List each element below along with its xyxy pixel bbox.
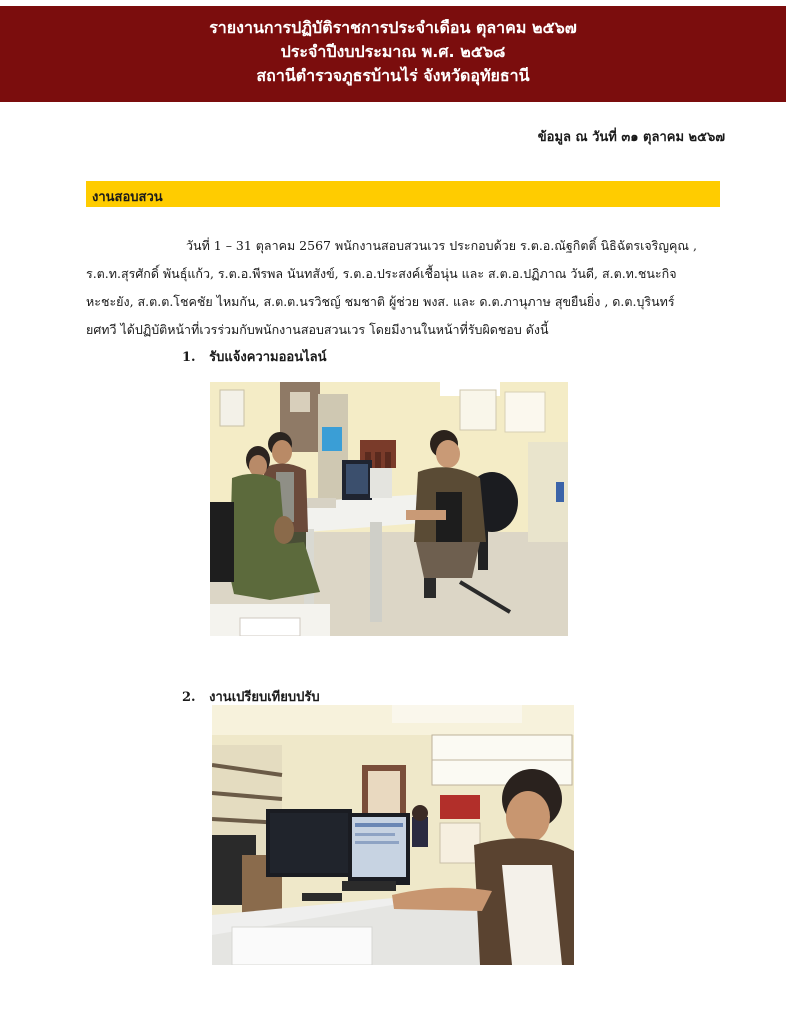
section-heading-bar <box>86 181 720 207</box>
paragraph-line: หะชะยัง, ส.ต.ต.โชคชัย ไหมกัน, ส.ต.ต.นรวิชญ์ ชมชาติ ผู้ช่วย พงส. และ ด.ต.ภานุภาษ สุขยืนยิ่ง , ด.ต.บุรินทร์ <box>86 294 675 309</box>
header-station: สถานีตำรวจภูธรบ้านไร่ จังหวัดอุทัยธานี <box>256 66 530 85</box>
paragraph-line: วันที่ 1 – 31 ตุลาคม 2567 พนักงานสอบสวนเวร ประกอบด้วย ร.ต.อ.ณัฐกิตติ์ นิธิฉัตรเจริญคุณ , <box>186 238 697 253</box>
header-title: รายงานการปฏิบัติราชการประจำเดือน ตุลาคม ๒๕๖๗ <box>209 18 577 37</box>
section-paragraph <box>86 232 720 344</box>
item-heading-online-report <box>182 346 327 367</box>
paragraph-line: ร.ต.ท.สุรศักดิ์ พันธุ์แก้ว, ร.ต.อ.พีรพล นันทสังข์, ร.ต.อ.ประสงค์เชื้อนุ่น และ ส.ต.อ.ปฏิภาณ วันดี, ส.ต.ท.ชนะกิจ <box>86 266 677 281</box>
item-number: 2. <box>182 690 196 705</box>
data-as-of-date: ข้อมูล ณ วันที่ ๓๑ ตุลาคม ๒๕๖๗ <box>537 130 725 145</box>
item-label: รับแจ้งความออนไลน์ <box>209 350 327 365</box>
item-heading-fine-settlement <box>182 686 320 707</box>
item-label: งานเปรียบเทียบปรับ <box>209 690 320 705</box>
report-header-banner <box>0 6 786 102</box>
photo-online-report <box>210 382 568 636</box>
photo-fine-settlement <box>212 705 574 965</box>
item-number: 1. <box>182 350 196 365</box>
header-fiscal-year: ประจำปีงบประมาณ พ.ศ. ๒๕๖๘ <box>280 42 506 61</box>
paragraph-line: ยศทวี ได้ปฏิบัติหน้าที่เวรร่วมกับพนักงานสอบสวนเวร โดยมีงานในหน้าที่รับผิดชอบ ดังนี้ <box>86 322 549 337</box>
section-heading: งานสอบสวน <box>92 190 163 205</box>
